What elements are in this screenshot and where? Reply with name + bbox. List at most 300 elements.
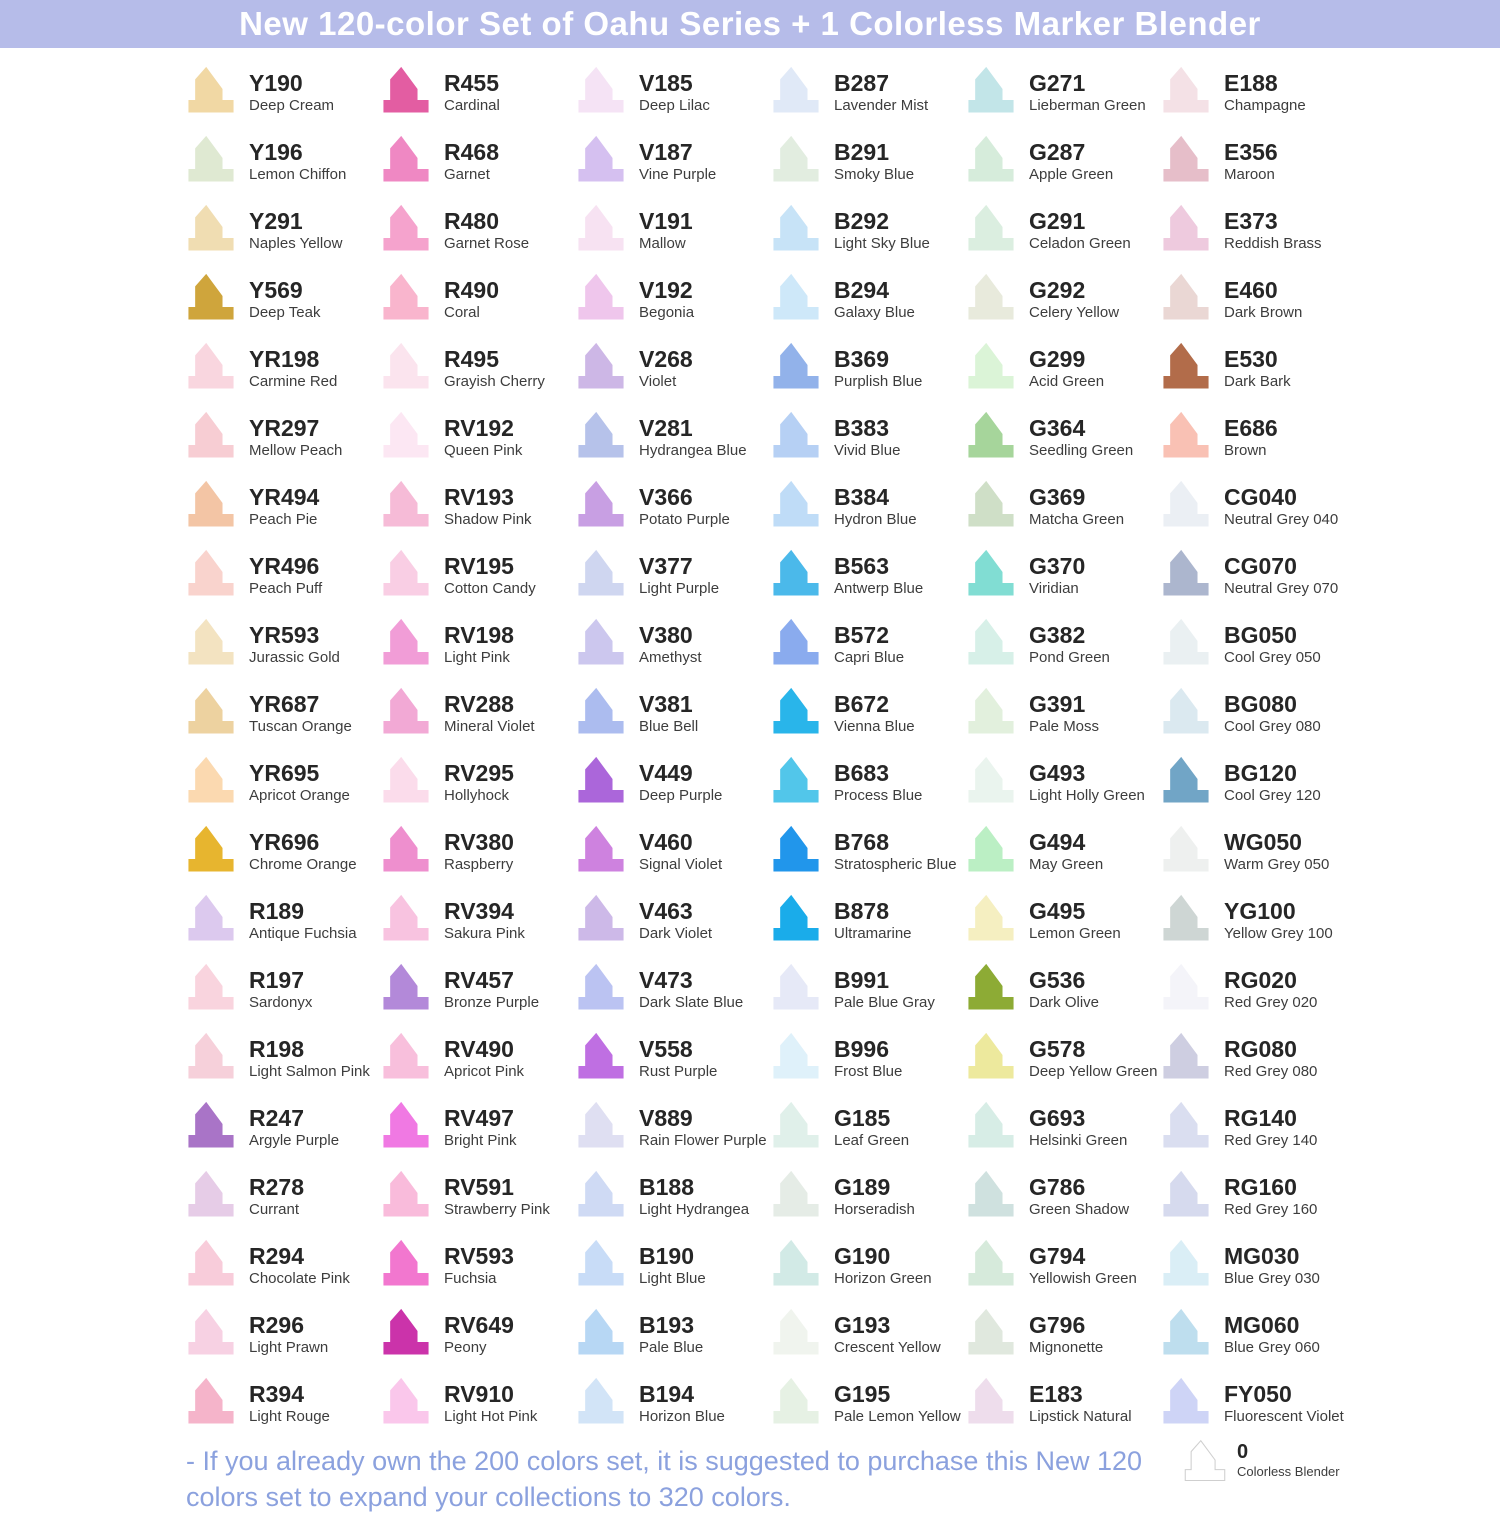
marker-nib-icon [186,134,236,182]
swatch-name: Peony [444,1339,487,1356]
marker-nib-icon [966,1100,1016,1148]
swatch-code: R394 [249,1381,304,1407]
swatch-code: BG050 [1224,622,1297,648]
swatch-name: Green Shadow [1029,1201,1130,1218]
marker-nib-icon [1161,341,1211,389]
swatch-cell [771,615,966,684]
swatch-cell [771,63,966,132]
swatch-cell [771,339,966,408]
swatch-labels [834,822,957,874]
swatch-labels [1224,753,1321,805]
swatch-cell [381,1305,576,1374]
swatch-name: Rain Flower Purple [639,1132,767,1149]
swatch-code: B991 [834,967,889,993]
swatch-name: Celery Yellow [1029,304,1120,321]
swatch-labels [249,822,357,874]
swatch-labels [444,960,539,1012]
swatch-cell [1161,615,1356,684]
marker-nib-icon [771,479,821,527]
swatch-cell [186,960,381,1029]
marker-nib-icon [1161,824,1211,872]
marker-nib-icon [381,548,431,596]
swatch-code: RV394 [444,898,514,924]
swatch-labels [249,339,337,391]
marker-nib-icon [771,824,821,872]
swatch-labels [444,1098,517,1150]
swatch-code: R296 [249,1312,304,1338]
marker-nib-icon [1161,893,1211,941]
marker-nib-icon [1183,1439,1227,1481]
swatch-code: YR297 [249,415,320,441]
swatch-code: G370 [1029,553,1086,579]
swatch-cell [1161,1167,1356,1236]
swatch-cell [966,1236,1161,1305]
marker-nib-icon [381,1376,431,1424]
swatch-code: B683 [834,760,889,786]
swatch-cell [186,201,381,270]
marker-nib-icon [576,893,626,941]
marker-nib-icon [771,1169,821,1217]
swatch-name: Mignonette [1029,1339,1104,1356]
swatch-code: B384 [834,484,889,510]
swatch-name: Antique Fuchsia [249,925,357,942]
swatch-code: RV910 [444,1381,514,1407]
marker-nib-icon [966,1238,1016,1286]
swatch-code: V366 [639,484,693,510]
swatch-code: RV195 [444,553,514,579]
swatch-name: Lemon Green [1029,925,1121,942]
swatch-code: WG050 [1224,829,1302,855]
swatch-labels [444,1236,514,1288]
swatch-code: V281 [639,415,693,441]
swatch-code: G369 [1029,484,1086,510]
swatch-cell [186,684,381,753]
swatch-code: E460 [1224,277,1278,303]
marker-nib-icon [966,617,1016,665]
swatch-code: G291 [1029,208,1086,234]
swatch-name: Blue Bell [639,718,699,735]
swatch-cell [771,1305,966,1374]
swatch-labels [1029,201,1131,253]
swatch-name: Sardonyx [249,994,313,1011]
swatch-cell [576,1374,771,1443]
swatch-cell [576,132,771,201]
swatch-code: G796 [1029,1312,1086,1338]
swatch-code: RV192 [444,415,514,441]
swatch-name: Light Sky Blue [834,235,930,252]
marker-nib-icon [186,1031,236,1079]
swatch-cell [576,1167,771,1236]
swatch-labels [1224,408,1278,460]
swatch-labels [1224,63,1306,115]
swatch-code: RV591 [444,1174,514,1200]
marker-nib-icon [1161,1307,1211,1355]
swatch-name: Dark Bark [1224,373,1291,390]
swatch-name: Cool Grey 080 [1224,718,1321,735]
swatch-name: Grayish Cherry [444,373,545,390]
swatch-cell [576,1029,771,1098]
swatch-code: B996 [834,1036,889,1062]
swatch-labels [1029,1236,1137,1288]
swatch-name: Pond Green [1029,649,1110,666]
marker-nib-icon [186,341,236,389]
swatch-cell [576,1236,771,1305]
marker-nib-icon [576,755,626,803]
swatch-labels [249,546,322,598]
swatch-cell [1161,822,1356,891]
swatch-cell [381,1167,576,1236]
swatch-name: Chrome Orange [249,856,357,873]
swatch-cell [381,477,576,546]
marker-nib-icon [771,134,821,182]
swatch-code: R455 [444,70,499,96]
swatch-code: V185 [639,70,693,96]
swatch-labels [444,132,499,184]
marker-nib-icon [771,617,821,665]
marker-nib-icon [1161,410,1211,458]
swatch-labels [1029,270,1119,322]
marker-nib-icon [381,65,431,113]
swatch-code: G382 [1029,622,1086,648]
swatch-name: Blue Grey 030 [1224,1270,1320,1287]
swatch-labels [444,615,514,667]
swatch-cell [381,822,576,891]
swatch-cell [576,63,771,132]
swatch-code: B194 [639,1381,694,1407]
marker-nib-icon [966,65,1016,113]
swatch-cell [576,270,771,339]
marker-nib-icon [771,755,821,803]
swatch-labels [834,891,912,943]
swatch-labels [834,960,935,1012]
swatch-name: Peach Puff [249,580,323,597]
swatch-cell [186,546,381,615]
marker-nib-icon [771,1100,821,1148]
swatch-labels [1029,1305,1103,1357]
swatch-name: Light Hydrangea [639,1201,750,1218]
swatch-code: RV288 [444,691,514,717]
swatch-name: Dark Brown [1224,304,1303,321]
marker-nib-icon [771,272,821,320]
swatch-name: Coral [444,304,480,321]
marker-nib-icon [771,1031,821,1079]
swatch-cell [186,891,381,960]
swatch-cell [771,546,966,615]
swatch-name: Bronze Purple [444,994,540,1011]
marker-nib-icon [1161,617,1211,665]
swatch-labels [834,1098,909,1150]
marker-nib-icon [966,134,1016,182]
marker-nib-icon [1161,1169,1211,1217]
swatch-grid [186,63,1356,1443]
marker-nib-icon [1161,134,1211,182]
swatch-labels [249,615,340,667]
swatch-labels [834,684,915,736]
swatch-code: V380 [639,622,693,648]
swatch-code: E373 [1224,208,1278,234]
swatch-labels [1237,1437,1340,1479]
swatch-code: V473 [639,967,693,993]
swatch-labels [1224,132,1278,184]
swatch-code: MG030 [1224,1243,1300,1269]
marker-nib-icon [576,824,626,872]
swatch-labels [639,1305,703,1357]
swatch-cell [381,63,576,132]
swatch-code: G364 [1029,415,1086,441]
swatch-name: Deep Teak [249,304,321,321]
swatch-cell [576,477,771,546]
swatch-name: Antwerp Blue [834,580,924,597]
swatch-labels [249,684,352,736]
swatch-labels [249,960,312,1012]
swatch-cell [186,270,381,339]
swatch-code: RV198 [444,622,514,648]
swatch-name: Vivid Blue [834,442,901,459]
swatch-labels [1029,891,1121,943]
swatch-labels [639,822,722,874]
swatch-labels [249,1098,339,1150]
marker-nib-icon [966,686,1016,734]
swatch-code: V381 [639,691,693,717]
swatch-name: Light Blue [639,1270,706,1287]
swatch-code: RV380 [444,829,514,855]
marker-nib-icon [576,134,626,182]
swatch-code: YR496 [249,553,320,579]
swatch-name: Red Grey 080 [1224,1063,1318,1080]
swatch-cell [966,753,1161,822]
marker-nib-icon [1161,272,1211,320]
swatch-code: B878 [834,898,889,924]
swatch-name: Helsinki Green [1029,1132,1128,1149]
marker-nib-icon [576,272,626,320]
marker-nib-icon [576,410,626,458]
swatch-cell [186,1167,381,1236]
swatch-name: Rust Purple [639,1063,718,1080]
swatch-name: Bright Pink [444,1132,517,1149]
swatch-code: YG100 [1224,898,1296,924]
swatch-code: YR198 [249,346,320,372]
swatch-name: Crescent Yellow [834,1339,941,1356]
swatch-labels [639,1029,717,1081]
marker-nib-icon [186,65,236,113]
swatch-code: R197 [249,967,304,993]
swatch-code: Y196 [249,139,303,165]
marker-nib-icon [966,479,1016,527]
swatch-cell [1161,753,1356,822]
swatch-code: B287 [834,70,889,96]
swatch-code: 0 [1237,1441,1249,1463]
swatch-labels [834,1374,961,1426]
swatch-labels [444,822,514,874]
marker-nib-icon [576,548,626,596]
swatch-code: RV649 [444,1312,514,1338]
swatch-name: Celadon Green [1029,235,1131,252]
swatch-labels [639,408,747,460]
swatch-code: RV457 [444,967,514,993]
swatch-labels [1029,1029,1157,1081]
marker-nib-icon [186,1307,236,1355]
swatch-cell [186,1029,381,1098]
swatch-cell [576,960,771,1029]
swatch-code: V191 [639,208,693,234]
swatch-labels [1224,891,1333,943]
swatch-name: Dark Olive [1029,994,1100,1011]
swatch-code: R189 [249,898,304,924]
swatch-cell [186,615,381,684]
swatch-name: Hollyhock [444,787,510,804]
swatch-cell [966,960,1161,1029]
swatch-labels [249,891,357,943]
swatch-code: G299 [1029,346,1086,372]
swatch-cell [966,822,1161,891]
swatch-labels [1029,822,1103,874]
swatch-cell [576,753,771,822]
colorless-blender-cell [1183,1437,1340,1481]
swatch-code: R495 [444,346,499,372]
swatch-cell [576,615,771,684]
swatch-name: Peach Pie [249,511,318,528]
swatch-labels [1224,822,1329,874]
swatch-code: B572 [834,622,889,648]
marker-nib-icon [771,1307,821,1355]
swatch-name: Colorless Blender [1237,1464,1340,1479]
swatch-cell [966,477,1161,546]
swatch-name: Apple Green [1029,166,1114,183]
swatch-code: B563 [834,553,889,579]
swatch-cell [381,1236,576,1305]
swatch-code: RG140 [1224,1105,1297,1131]
marker-nib-icon [381,134,431,182]
swatch-name: Hydrangea Blue [639,442,747,459]
swatch-code: MG060 [1224,1312,1300,1338]
swatch-cell [966,891,1161,960]
marker-nib-icon [966,1307,1016,1355]
marker-nib-icon [1161,1238,1211,1286]
swatch-name: Mallow [639,235,686,252]
swatch-code: V187 [639,139,693,165]
swatch-cell [1161,1098,1356,1167]
swatch-name: Currant [249,1201,300,1218]
swatch-cell [1161,63,1356,132]
swatch-code: G287 [1029,139,1086,165]
swatch-cell [381,684,576,753]
swatch-cell [186,477,381,546]
swatch-cell [576,408,771,477]
swatch-labels [639,339,693,391]
swatch-labels [1224,1098,1317,1150]
swatch-labels [834,753,922,805]
swatch-cell [966,1374,1161,1443]
swatch-cell [1161,684,1356,753]
marker-nib-icon [966,548,1016,596]
swatch-code: G193 [834,1312,891,1338]
swatch-code: G493 [1029,760,1086,786]
marker-nib-icon [186,893,236,941]
swatch-labels [1029,132,1113,184]
marker-nib-icon [186,1238,236,1286]
marker-nib-icon [771,203,821,251]
swatch-cell [576,1098,771,1167]
marker-nib-icon [1161,1100,1211,1148]
swatch-cell [771,1167,966,1236]
swatch-name: Pale Moss [1029,718,1100,735]
swatch-code: R480 [444,208,499,234]
swatch-name: Hydron Blue [834,511,917,528]
swatch-cell [1161,1236,1356,1305]
swatch-name: Horseradish [834,1201,915,1218]
swatch-labels [639,477,730,529]
swatch-code: E188 [1224,70,1278,96]
swatch-labels [834,270,915,322]
marker-nib-icon [771,410,821,458]
swatch-labels [444,63,500,115]
footer-note: - If you already own the 200 colors set, it is suggested to purchase this New 120 colors set to expand your collections to 320 colors. [186,1446,1143,1512]
swatch-cell [186,339,381,408]
swatch-name: Light Purple [639,580,720,597]
swatch-code: YR687 [249,691,320,717]
swatch-cell [966,132,1161,201]
page-title: New 120-color Set of Oahu Series + 1 Colorless Marker Blender [239,5,1261,42]
swatch-code: RV490 [444,1036,514,1062]
swatch-name: Argyle Purple [249,1132,340,1149]
swatch-name: Deep Purple [639,787,723,804]
swatch-labels [249,1167,304,1219]
swatch-name: Reddish Brass [1224,235,1322,252]
swatch-name: Purplish Blue [834,373,923,390]
swatch-cell [1161,270,1356,339]
swatch-cell [186,132,381,201]
swatch-labels [639,753,722,805]
swatch-cell [381,132,576,201]
marker-nib-icon [186,548,236,596]
swatch-labels [1224,339,1291,391]
swatch-labels [639,684,698,736]
swatch-code: V192 [639,277,693,303]
swatch-code: B188 [639,1174,694,1200]
marker-nib-icon [381,893,431,941]
swatch-cell [771,1236,966,1305]
swatch-labels [249,753,350,805]
marker-nib-icon [381,1238,431,1286]
swatch-cell [1161,960,1356,1029]
swatch-name: Red Grey 160 [1224,1201,1318,1218]
swatch-code: CG070 [1224,553,1297,579]
swatch-name: Mineral Violet [444,718,535,735]
swatch-name: Acid Green [1029,373,1105,390]
marker-nib-icon [966,893,1016,941]
swatch-code: RG160 [1224,1174,1297,1200]
swatch-code: V460 [639,829,693,855]
swatch-labels [834,63,928,115]
swatch-labels [444,1305,514,1357]
swatch-cell [186,1236,381,1305]
marker-nib-icon [966,410,1016,458]
swatch-cell [381,1374,576,1443]
swatch-code: R490 [444,277,499,303]
swatch-name: Apricot Orange [249,787,350,804]
swatch-code: B190 [639,1243,694,1269]
swatch-labels [1029,960,1099,1012]
swatch-name: Vienna Blue [834,718,915,735]
swatch-labels [249,1029,370,1081]
swatch-name: Begonia [639,304,695,321]
swatch-labels [834,1236,932,1288]
swatch-labels [249,63,334,115]
swatch-cell [1161,1374,1356,1443]
marker-nib-icon [186,410,236,458]
swatch-labels [639,891,712,943]
swatch-name: Dark Slate Blue [639,994,744,1011]
